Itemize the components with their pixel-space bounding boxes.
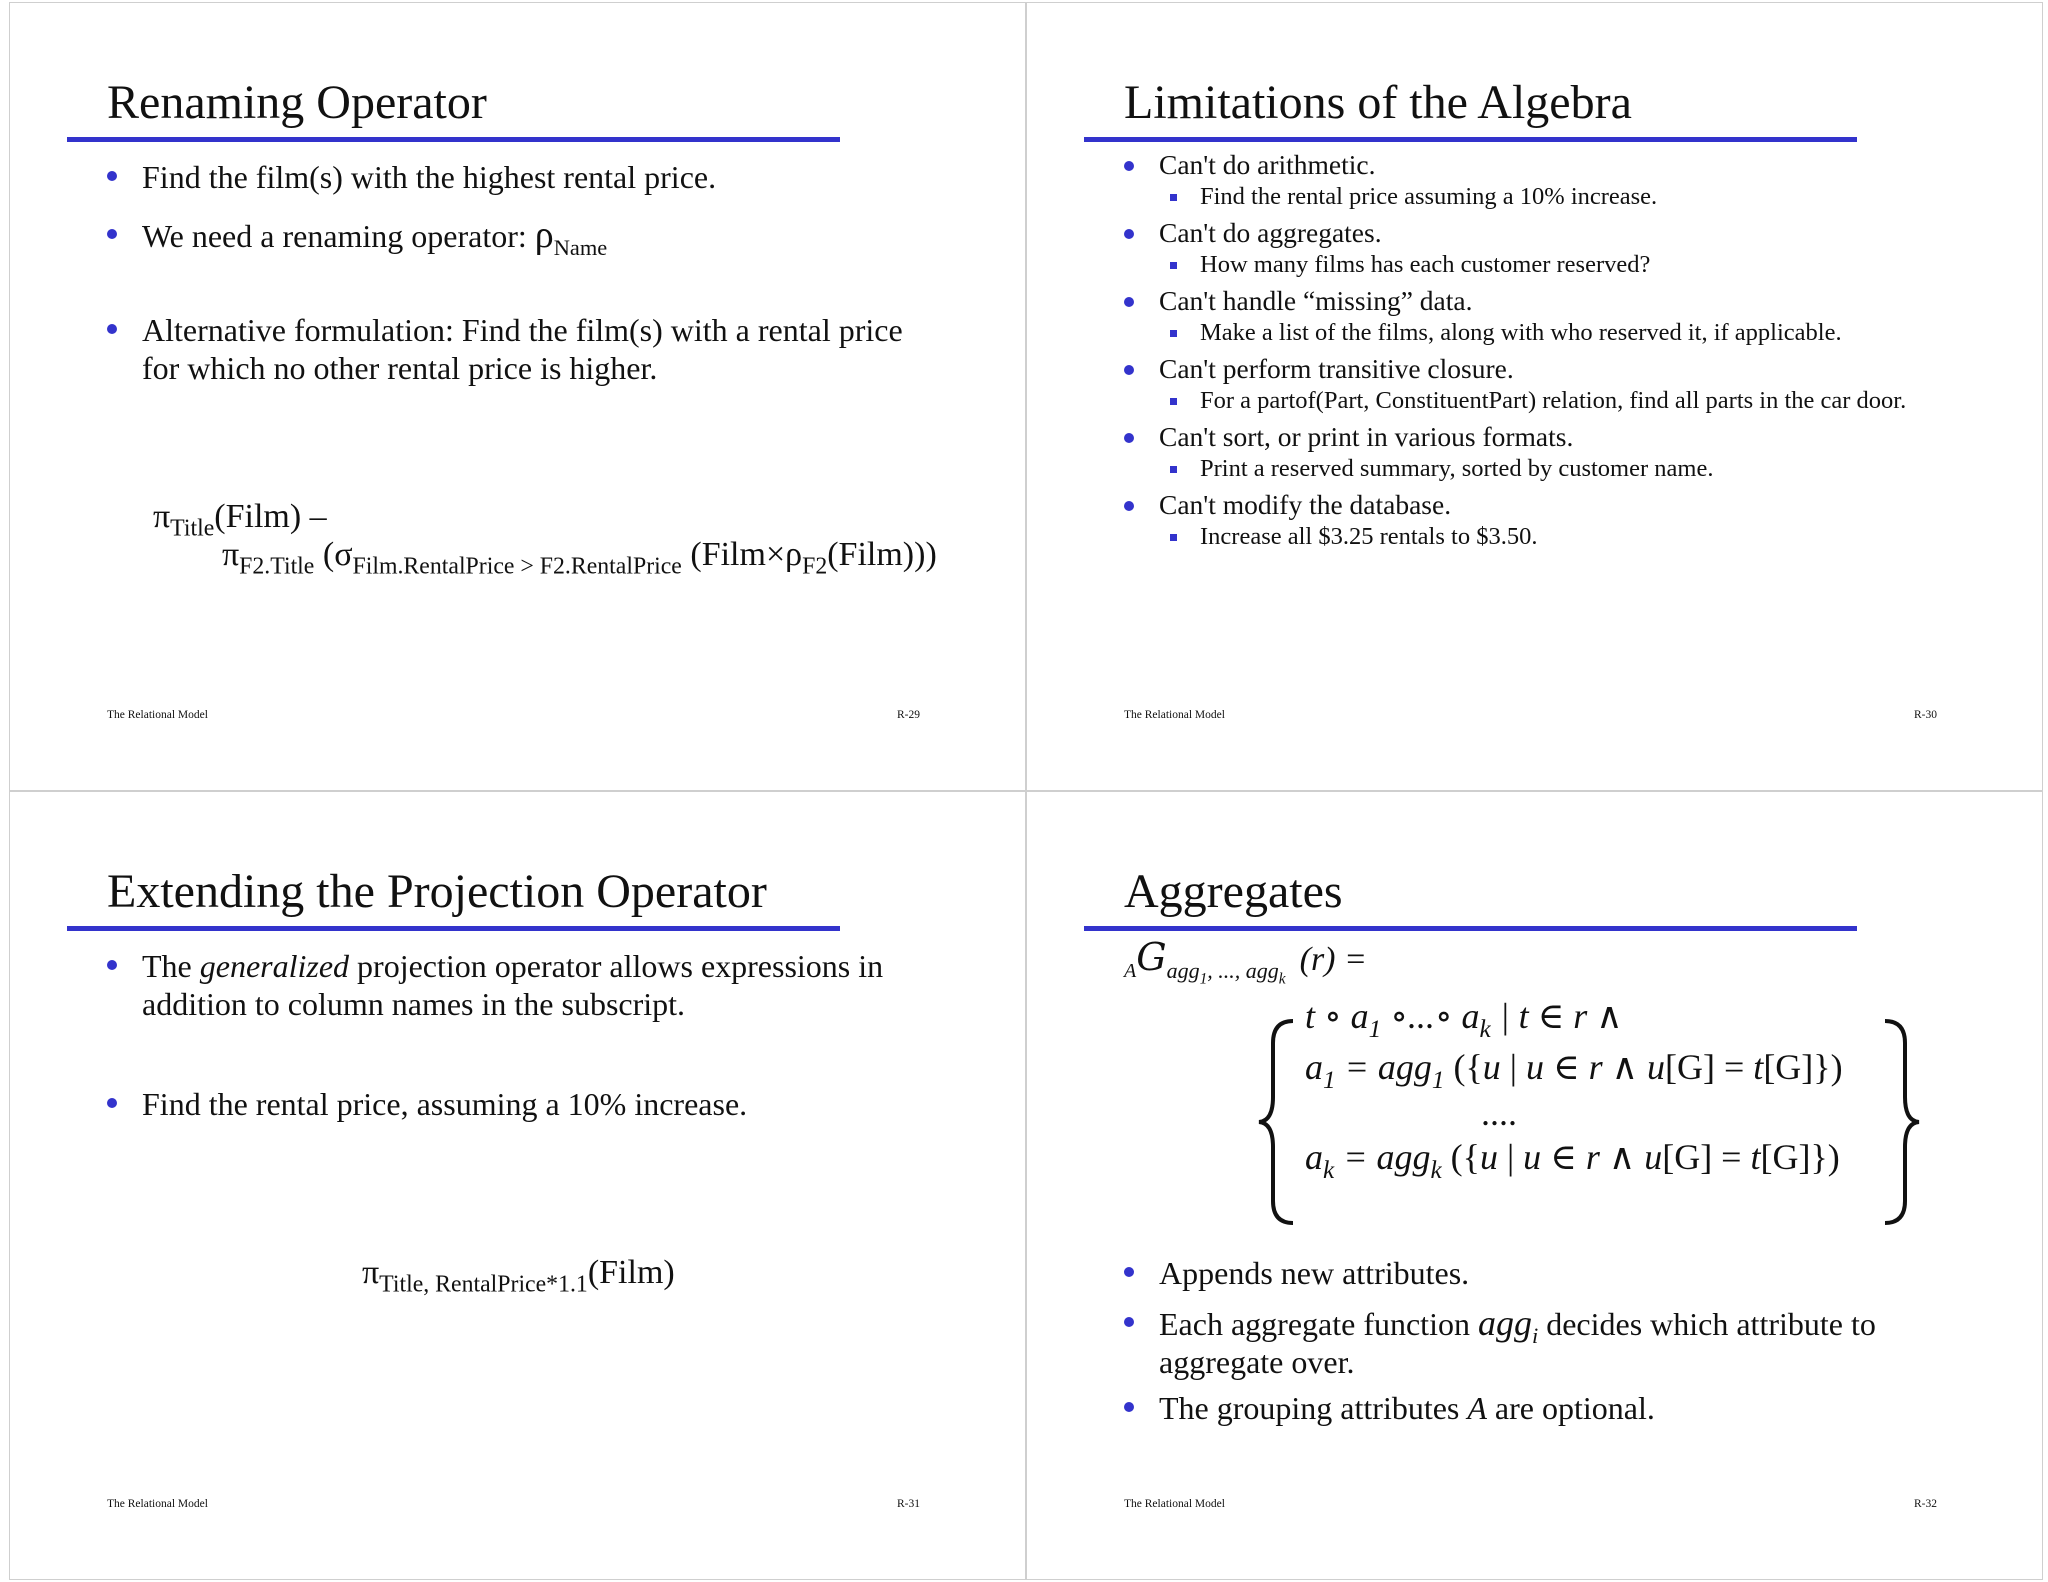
bullet-dot bbox=[1124, 161, 1134, 171]
bullet-item bbox=[107, 214, 937, 260]
g-symbol: G bbox=[1136, 935, 1167, 979]
rho-symbol: ρ bbox=[534, 214, 554, 256]
sub-bullet-text: For a partof(Part, ConstituentPart) relation, find all parts in the car door. bbox=[1200, 387, 1907, 414]
formula-line-2 bbox=[222, 536, 937, 580]
title-rule bbox=[1084, 137, 1857, 142]
pi-subscript: Title bbox=[170, 515, 215, 542]
bullet-text: decides which attribute to aggregate over. bbox=[1159, 1306, 1876, 1380]
bullet-item bbox=[1124, 219, 1964, 247]
bullet-text: Can't do arithmetic. bbox=[1159, 149, 1376, 180]
bullet-dot bbox=[1124, 1317, 1134, 1327]
bullet-dot bbox=[1124, 229, 1134, 239]
bullet-dot bbox=[107, 324, 117, 334]
sigma-symbol: σ bbox=[334, 536, 353, 573]
title-rule bbox=[1084, 926, 1857, 931]
rho-subscript: Name bbox=[553, 234, 608, 260]
sub-bullet-text: Make a list of the films, along with who reserved it, if applicable. bbox=[1200, 319, 1842, 346]
sub-bullet-item bbox=[1124, 454, 1920, 483]
slide-number: R-30 bbox=[1914, 709, 1937, 721]
footer-left: The Relational Model bbox=[107, 709, 208, 721]
slide-title: Aggregates bbox=[1124, 865, 1343, 918]
footer-left: The Relational Model bbox=[107, 1498, 208, 1510]
sub-bullet-text: Increase all $3.25 rentals to $3.50. bbox=[1200, 523, 1538, 550]
pi-subscript: Title, RentalPrice*1.1 bbox=[379, 1271, 588, 1298]
bullet-text: Alternative formulation: Find the film(s) with a rental price for which no other rental price is higher. bbox=[142, 312, 903, 386]
bullet-item bbox=[1124, 423, 1964, 451]
bullet-list bbox=[107, 158, 937, 387]
bullet-dot bbox=[1124, 501, 1134, 511]
bullet-item bbox=[1124, 1304, 1959, 1381]
bullet-text: Can't perform transitive closure. bbox=[1159, 353, 1514, 384]
rho-subscript: F2 bbox=[802, 553, 828, 580]
grouping-attr: A bbox=[1467, 1390, 1487, 1426]
bullet-text: The bbox=[142, 948, 200, 984]
sub-bullet-marker bbox=[1170, 194, 1177, 201]
set-line-2: $a_1 = agg_1$ ({u | u ∈ r ∧ u[G] = t[G]}) bbox=[1305, 1047, 1843, 1094]
bullet-dot bbox=[1124, 297, 1134, 307]
agg-sub: agg bbox=[1166, 957, 1200, 983]
bullet-list bbox=[1124, 151, 1964, 551]
bullet-text: We need a renaming operator: bbox=[142, 218, 535, 254]
bullet-item bbox=[107, 311, 942, 387]
bullet-item bbox=[1124, 1254, 1964, 1292]
footer-left: The Relational Model bbox=[1124, 1498, 1225, 1510]
left-brace bbox=[1255, 1017, 1305, 1227]
right-brace bbox=[1875, 1017, 1925, 1227]
slide-title: Extending the Projection Operator bbox=[107, 865, 767, 918]
aggregate-lhs bbox=[1124, 935, 1367, 988]
bullet-item bbox=[107, 158, 937, 196]
sub-bullet-item bbox=[1124, 250, 1920, 279]
sigma-subscript: Film.RentalPrice > F2.RentalPrice bbox=[352, 553, 682, 580]
formula-text: (Film) – bbox=[214, 498, 327, 535]
sub-bullet-marker bbox=[1170, 534, 1177, 541]
sub-bullet-text: How many films has each customer reserved? bbox=[1200, 251, 1651, 278]
bullet-item bbox=[107, 1085, 937, 1123]
title-rule bbox=[67, 137, 840, 142]
bullet-text: Can't sort, or print in various formats. bbox=[1159, 421, 1574, 452]
bullet-dot bbox=[1124, 1267, 1134, 1277]
bullet-item bbox=[107, 947, 942, 1023]
slide-aggregates bbox=[1026, 791, 2043, 1580]
slide-extending-projection bbox=[9, 791, 1026, 1580]
slide-number: R-29 bbox=[897, 709, 920, 721]
formula-text: ( bbox=[314, 536, 335, 573]
bullet-text: Can't do aggregates. bbox=[1159, 217, 1382, 248]
bullet-list bbox=[1124, 1254, 1964, 1427]
sub-bullet-item bbox=[1124, 522, 1920, 551]
formula-line-1 bbox=[153, 498, 327, 542]
slide-number: R-32 bbox=[1914, 1498, 1937, 1510]
sub-bullet-item bbox=[1124, 182, 1920, 211]
sub-bullet-marker bbox=[1170, 330, 1177, 337]
bullet-dot bbox=[107, 171, 117, 181]
sub-bullet-marker bbox=[1170, 262, 1177, 269]
bullet-item bbox=[1124, 355, 1964, 383]
bullet-text: Find the film(s) with the highest rental price. bbox=[142, 159, 717, 195]
rho-symbol: ρ bbox=[785, 536, 803, 573]
title-rule bbox=[67, 926, 840, 931]
slide-limitations bbox=[1026, 2, 2043, 791]
formula-text: (Film))) bbox=[827, 536, 937, 573]
slide-title: Renaming Operator bbox=[107, 76, 487, 129]
pi-symbol: π bbox=[222, 536, 240, 573]
sub-bullet-marker bbox=[1170, 398, 1177, 405]
projection-formula bbox=[362, 1254, 675, 1298]
formula-text: (Film) bbox=[587, 1254, 675, 1291]
bullet-dot bbox=[1124, 1402, 1134, 1412]
bullet-item bbox=[1124, 287, 1964, 315]
agg-index: k bbox=[1278, 970, 1286, 988]
bullet-text: Can't handle “missing” data. bbox=[1159, 285, 1473, 316]
bullet-list bbox=[107, 947, 937, 1123]
agg-sub: , ..., agg bbox=[1207, 957, 1279, 983]
pi-subscript: F2.Title bbox=[239, 553, 315, 580]
sub-bullet-text: Print a reserved summary, sorted by customer name. bbox=[1200, 455, 1714, 482]
slide-title: Limitations of the Algebra bbox=[1124, 76, 1632, 129]
bullet-text: are optional. bbox=[1486, 1390, 1655, 1426]
emphasis-text: generalized bbox=[199, 948, 350, 984]
bullet-text: Each aggregate function bbox=[1159, 1306, 1478, 1342]
set-line-4: $a_k = agg_k$ ({u | u ∈ r ∧ u[G] = t[G]}) bbox=[1305, 1137, 1840, 1184]
bullet-dot bbox=[107, 229, 117, 239]
bullet-text: Can't modify the database. bbox=[1159, 489, 1452, 520]
agg-index: 1 bbox=[1199, 970, 1208, 988]
sub-bullet-marker bbox=[1170, 466, 1177, 473]
bullet-dot bbox=[1124, 433, 1134, 443]
footer-left: The Relational Model bbox=[1124, 709, 1225, 721]
set-line-1: t ∘ $a_1$ ∘...∘ $a_k$ | t ∈ r ∧ bbox=[1305, 996, 1623, 1043]
agg-index: i bbox=[1531, 1322, 1539, 1348]
bullet-dot bbox=[1124, 365, 1134, 375]
slide-number: R-31 bbox=[897, 1498, 920, 1510]
bullet-text: Find the rental price, assuming a 10% increase. bbox=[142, 1086, 748, 1122]
sub-bullet-item bbox=[1124, 318, 1920, 347]
sub-bullet-text: Find the rental price assuming a 10% increase. bbox=[1200, 183, 1658, 210]
sub-bullet-item bbox=[1124, 386, 1920, 415]
slide-renaming-operator bbox=[9, 2, 1026, 791]
grouping-attr: A bbox=[1124, 960, 1137, 982]
pi-symbol: π bbox=[362, 1254, 380, 1291]
bullet-text: Appends new attributes. bbox=[1159, 1255, 1470, 1291]
bullet-item bbox=[1124, 1389, 1964, 1427]
formula-text: (r) = bbox=[1299, 941, 1367, 978]
pi-symbol: π bbox=[153, 498, 171, 535]
bullet-text: The grouping attributes bbox=[1159, 1390, 1468, 1426]
agg-symbol: agg bbox=[1477, 1303, 1532, 1343]
bullet-item bbox=[1124, 151, 1964, 179]
bullet-item bbox=[1124, 491, 1964, 519]
bullet-dot bbox=[107, 1098, 117, 1108]
bullet-dot bbox=[107, 960, 117, 970]
set-line-3: .... bbox=[1481, 1093, 1517, 1133]
formula-text: (Film× bbox=[681, 536, 786, 573]
bullet-text: projection operator allows expressions in addition to column names in the subscript. bbox=[142, 948, 884, 1022]
